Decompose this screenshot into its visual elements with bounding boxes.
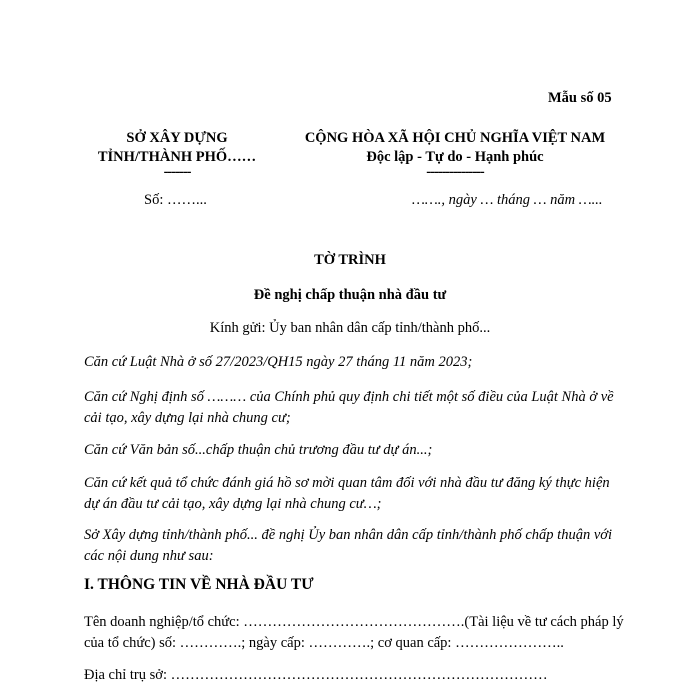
document-title: TỜ TRÌNH (314, 252, 386, 268)
document-number: Số: ……... (144, 192, 207, 208)
basis-evaluation: Căn cứ kết quả tổ chức đánh giá hồ sơ mời quan tâm đối với nhà đầu tư đăng ký thực hiện dự án đầu tư cải tạo, xây dựng lại nhà chung cư…; (84, 475, 610, 512)
issuer-line2: TỈNH/THÀNH PHỐ…… (97, 149, 257, 165)
basis-decree: Căn cứ Nghị định số ……… của Chính phủ quy định chi tiết một số điều của Luật Nhà ở về cải tạo, xây dựng lại nhà chung cư; (84, 389, 614, 426)
national-title: CỘNG HÒA XÃ HỘI CHỦ NGHĨA VIỆT NAM (304, 130, 606, 146)
issuer-rule: ------- (163, 164, 191, 180)
issuer-line1: SỞ XÂY DỰNG (126, 130, 228, 146)
field-company: Tên doanh nghiệp/tổ chức: ……………………………………….(Tài liệu về tư cách pháp lý của tổ chức) số: ………….; ngày cấp: ………….; cơ quan cấp: ………………….. (84, 614, 624, 651)
basis-approval: Căn cứ Văn bản số...chấp thuận chủ trương đầu tư dự án...; (84, 442, 433, 458)
form-number: Mẫu số 05 (548, 90, 612, 106)
basis-law: Căn cứ Luật Nhà ở số 27/2023/QH15 ngày 27 tháng 11 năm 2023; (84, 354, 473, 370)
section-heading-investor: I. THÔNG TIN VỀ NHÀ ĐẦU TƯ (84, 576, 314, 593)
national-rule: --------------- (426, 164, 484, 180)
date-line: ……., ngày … tháng … năm …... (412, 192, 603, 208)
document-subtitle: Đề nghị chấp thuận nhà đầu tư (253, 287, 447, 303)
national-motto: Độc lập - Tự do - Hạnh phúc (366, 149, 544, 165)
field-address: Địa chỉ trụ sở: …………………………………………………………………… (84, 667, 548, 683)
proposal-intro: Sở Xây dựng tỉnh/thành phố... đề nghị Ủy ban nhân dân cấp tỉnh/thành phố chấp thuận với các nội dung như sau: (84, 527, 613, 564)
recipient-line: Kính gửi: Ủy ban nhân dân cấp tỉnh/thành phố... (209, 320, 491, 336)
